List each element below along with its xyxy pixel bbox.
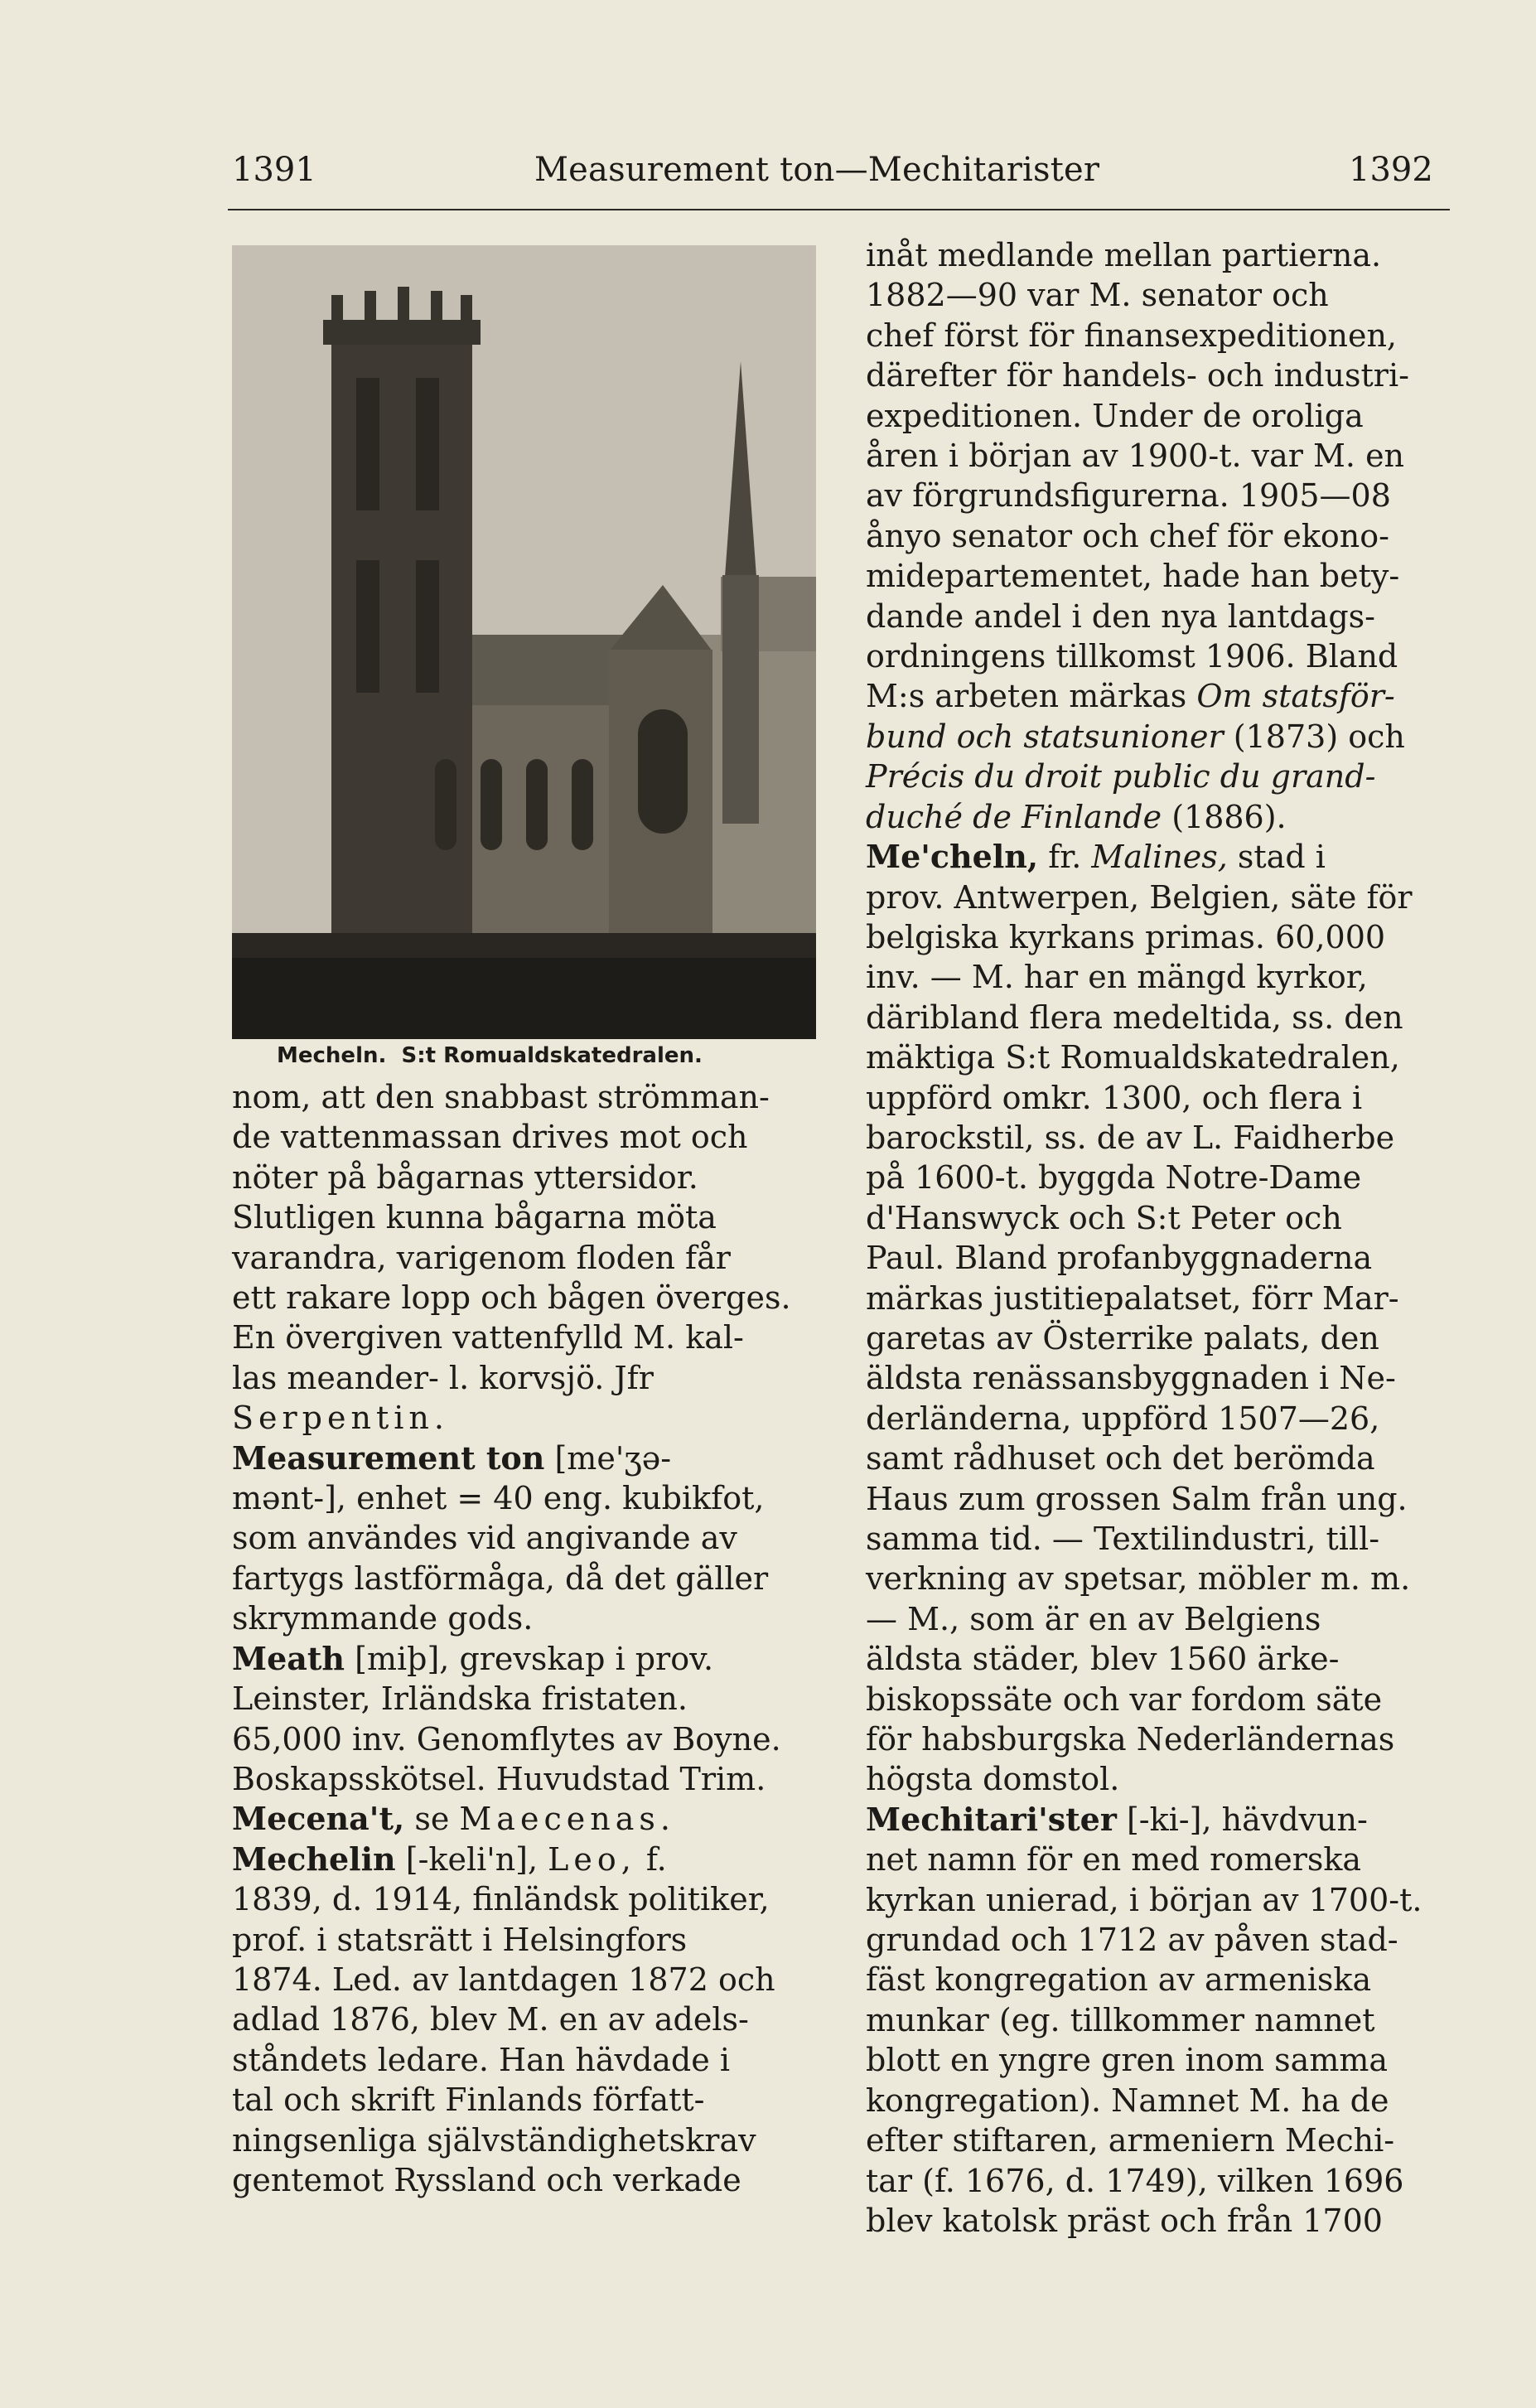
- text-fragment: (1886).: [1162, 798, 1287, 835]
- text-line: Slutligen kunna bågarna möta: [232, 1199, 717, 1236]
- cathedral-photo: [232, 245, 816, 1039]
- entry-headword-mecenat: Mecena't,: [232, 1800, 405, 1838]
- text-line: på 1600-t. byggda Notre-Dame: [866, 1159, 1362, 1197]
- text-fragment: [-keli'n],: [395, 1840, 548, 1878]
- page-number-right: 1392: [1349, 151, 1433, 189]
- text-line: chef först för finansexpeditionen,: [866, 317, 1398, 354]
- text-line: inv. — M. har en mängd kyrkor,: [866, 959, 1368, 996]
- text-line: [me'ʒə-: [544, 1439, 672, 1477]
- text-line: blott en yngre gren inom samma: [866, 2042, 1389, 2079]
- entry-headword-mechelin: Mechelin: [232, 1840, 396, 1878]
- text-line: d'Hanswyck och S:t Peter och: [866, 1199, 1342, 1236]
- header-rule: [228, 209, 1450, 210]
- entry-headword-meath: Meath: [232, 1639, 345, 1677]
- text-line: net namn för en med romerska: [866, 1841, 1362, 1879]
- text-line: En övergiven vattenfylld M. kal-: [232, 1319, 744, 1356]
- entry-headword-mecheln: Me'cheln,: [866, 838, 1039, 876]
- text-line: fartygs lastförmåga, då det gäller: [232, 1559, 769, 1597]
- right-column: [866, 235, 1462, 2241]
- text-line: verkning av spetsar, möbler m. m.: [866, 1560, 1411, 1598]
- text-line: kongregation). Namnet M. ha de: [866, 2082, 1389, 2119]
- text-line: adlad 1876, blev M. en av adels-: [232, 2001, 749, 2038]
- text-line: fäst kongregation av armeniska: [866, 1961, 1372, 1999]
- text-line: samt rådhuset och det berömda: [866, 1440, 1375, 1477]
- alt-name: Malines,: [1091, 839, 1228, 876]
- text-line: belgiska kyrkans primas. 60,000: [866, 918, 1386, 955]
- text-line: uppförd omkr. 1300, och flera i: [866, 1079, 1363, 1116]
- text-line: åren i början av 1900-t. var M. en: [866, 438, 1405, 475]
- entry-headword-mechitarister: Mechitari'ster: [866, 1800, 1117, 1838]
- work-title: duché de Finlande: [866, 798, 1162, 835]
- text-line: därefter för handels- och industri-: [866, 357, 1409, 394]
- text-line: samma tid. — Textilindustri, till-: [866, 1521, 1380, 1557]
- text-line: munkar (eg. tillkommer namnet: [866, 2001, 1375, 2038]
- text-line: barockstil, ss. de av L. Faidherbe: [866, 1119, 1395, 1156]
- text-line: varandra, varigenom floden får: [232, 1239, 731, 1276]
- text-line: skrymmande gods.: [232, 1600, 534, 1637]
- text-line: Haus zum grossen Salm från ung.: [866, 1480, 1408, 1517]
- work-title: bund och statsunioner: [866, 718, 1224, 755]
- text-line: las meander- l. korvsjö. Jfr: [232, 1359, 654, 1396]
- text-line: ningsenliga självständighetskrav: [232, 2121, 756, 2159]
- text-line: — M., som är en av Belgiens: [866, 1600, 1321, 1637]
- text-line: som användes vid angivande av: [232, 1520, 737, 1557]
- text-line: M:s arbeten märkas: [866, 678, 1197, 715]
- cross-reference: Serpentin.: [232, 1400, 449, 1437]
- text-line: nöter på bågarnas yttersidor.: [232, 1158, 698, 1196]
- text-line: inåt medlande mellan partierna.: [866, 237, 1382, 273]
- text-line: högsta domstol.: [866, 1761, 1120, 1798]
- text-line: mənt-], enhet = 40 eng. kubikfot,: [232, 1480, 765, 1517]
- text-line: grundad och 1712 av påven stad-: [866, 1922, 1398, 1959]
- text-line: däribland flera medeltida, ss. den: [866, 998, 1403, 1036]
- cathedral-illustration: [232, 245, 816, 1039]
- text-line: 65,000 inv. Genomflytes av Boyne.: [232, 1720, 781, 1758]
- text-fragment: (1873) och: [1223, 718, 1405, 755]
- text-line: efter stiftaren, armeniern Mechi-: [866, 2122, 1395, 2159]
- text-line: prof. i statsrätt i Helsingfors: [232, 1921, 688, 1958]
- text-line: f.: [635, 1840, 667, 1878]
- text-line: ordningens tillkomst 1906. Bland: [866, 638, 1398, 675]
- text-line: ståndets ledare. Han hävdade i: [232, 2041, 730, 2078]
- text-fragment: stad i: [1227, 839, 1326, 876]
- entry-headword-measurement: Measurement ton: [232, 1439, 545, 1477]
- page-number-left: 1391: [232, 151, 316, 189]
- text-line: 1882—90 var M. senator och: [866, 277, 1329, 314]
- text-line: prov. Antwerpen, Belgien, säte för: [866, 878, 1413, 916]
- running-title: Measurement ton—Mechitarister: [534, 151, 1100, 189]
- text-line: Leinster, Irländska fristaten.: [232, 1680, 688, 1718]
- work-title: Précis du droit public du grand-: [866, 758, 1376, 795]
- text-line: expeditionen. Under de oroliga: [866, 397, 1364, 434]
- text-line: 1839, d. 1914, finländsk politiker,: [232, 1881, 770, 1918]
- person-name: Leo,: [548, 1840, 636, 1878]
- text-fragment: fr.: [1038, 839, 1092, 876]
- left-column: [232, 1077, 837, 2200]
- work-title: Om statsför-: [1196, 678, 1395, 715]
- text-fragment: se: [404, 1801, 460, 1838]
- cross-reference: Maecenas.: [459, 1801, 675, 1838]
- text-line: Boskapsskötsel. Huvudstad Trim.: [232, 1760, 766, 1797]
- text-line: Paul. Bland profanbyggnaderna: [866, 1240, 1373, 1277]
- text-line: för habsburgska Nederländernas: [866, 1721, 1395, 1758]
- text-line: garetas av Österrike palats, den: [866, 1319, 1379, 1356]
- text-line: tal och skrift Finlands författ-: [232, 2082, 705, 2119]
- text-line: dande andel i den nya lantdags-: [866, 597, 1375, 635]
- text-line: äldsta städer, blev 1560 ärke-: [866, 1641, 1340, 1678]
- text-line: nom, att den snabbast strömman-: [232, 1079, 770, 1115]
- text-line: [-ki-], hävdvun-: [1116, 1801, 1368, 1838]
- text-line: midepartementet, hade han bety-: [866, 558, 1400, 595]
- text-line: derländerna, uppförd 1507—26,: [866, 1400, 1380, 1437]
- text-line: märkas justitiepalatset, förr Mar-: [866, 1279, 1399, 1317]
- text-line: [miþ], grevskap i prov.: [345, 1640, 714, 1677]
- text-line: ånyo senator och chef för ekono-: [866, 517, 1389, 554]
- text-line: tar (f. 1676, d. 1749), vilken 1696: [866, 2162, 1404, 2199]
- text-line: biskopssäte och var fordom säte: [866, 1680, 1383, 1718]
- text-line: kyrkan unierad, i början av 1700-t.: [866, 1881, 1422, 1918]
- text-line: blev katolsk präst och från 1700: [866, 2202, 1383, 2239]
- text-line: de vattenmassan drives mot och: [232, 1119, 748, 1156]
- text-line: mäktiga S:t Romualdskatedralen,: [866, 1039, 1400, 1076]
- text-line: ett rakare lopp och bågen överges.: [232, 1279, 791, 1317]
- text-line: gentemot Ryssland och verkade: [232, 2161, 741, 2198]
- text-line: av förgrundsfigurerna. 1905—08: [866, 477, 1391, 515]
- figure-caption: Mecheln. S:t Romualdskatedralen.: [277, 1043, 703, 1068]
- text-line: 1874. Led. av lantdagen 1872 och: [232, 1961, 775, 1998]
- text-line: äldsta renässansbyggnaden i Ne-: [866, 1360, 1396, 1397]
